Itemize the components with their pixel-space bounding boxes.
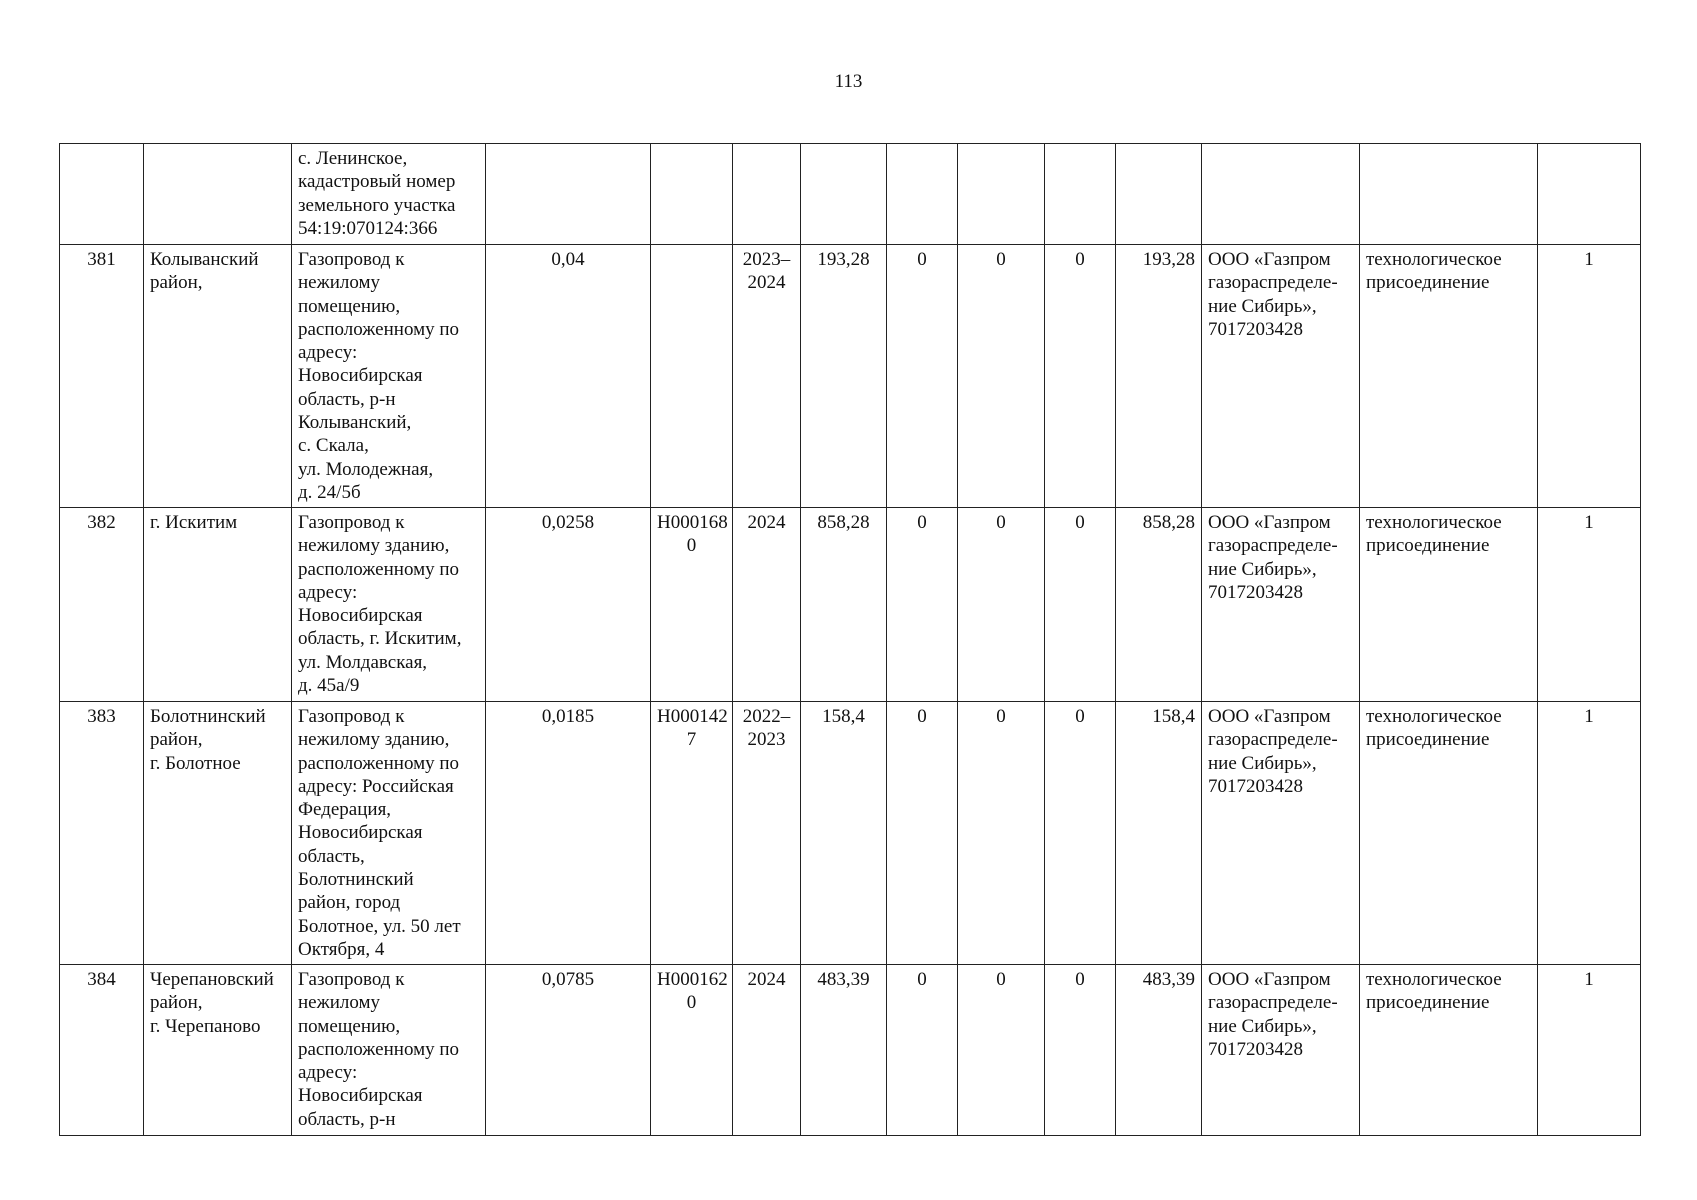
value-cell-b xyxy=(958,144,1045,245)
value-cell-b: 0 xyxy=(958,702,1045,965)
count-cell: 1 xyxy=(1538,245,1641,508)
table-row xyxy=(60,144,1641,245)
value-cell-c xyxy=(1045,144,1116,245)
row-number-cell: 382 xyxy=(60,508,144,702)
purpose-cell: технологическое присоединение xyxy=(1360,965,1538,1136)
value-cell-d: 858,28 xyxy=(1116,508,1202,702)
organization-cell: ООО «Газпром газораспределе- ние Сибирь», 7017203428 xyxy=(1202,245,1360,508)
organization-cell: ООО «Газпром газораспределе- ние Сибирь», 7017203428 xyxy=(1202,965,1360,1136)
length-cell: 0,04 xyxy=(486,245,651,508)
count-cell xyxy=(1538,144,1641,245)
object-description-cell: Газопровод к нежилому зданию, расположенному по адресу: Российская Федерация, Новосибирская область, Болотнинский район, город Болотное, ул. 50 лет Октября, 4 xyxy=(292,702,486,965)
district-cell: Колыванский район, xyxy=(144,245,292,508)
total-cost-cell: 193,28 xyxy=(801,245,887,508)
purpose-cell: технологическое присоединение xyxy=(1360,702,1538,965)
district-cell: Черепановский район, г. Черепаново xyxy=(144,965,292,1136)
years-cell: 2022– 2023 xyxy=(733,702,801,965)
length-cell: 0,0258 xyxy=(486,508,651,702)
row-number-cell: 381 xyxy=(60,245,144,508)
table-row xyxy=(60,508,1641,702)
count-cell: 1 xyxy=(1538,965,1641,1136)
value-cell-c: 0 xyxy=(1045,508,1116,702)
total-cost-cell: 483,39 xyxy=(801,965,887,1136)
value-cell-b: 0 xyxy=(958,965,1045,1136)
table-row xyxy=(60,965,1641,1136)
total-cost-cell: 858,28 xyxy=(801,508,887,702)
organization-cell: ООО «Газпром газораспределе- ние Сибирь», 7017203428 xyxy=(1202,702,1360,965)
value-cell-a xyxy=(887,144,958,245)
value-cell-b: 0 xyxy=(958,245,1045,508)
object-description-cell: Газопровод к нежилому зданию, расположенному по адресу: Новосибирская область, г. Искитим, ул. Молдавская, д. 45а/9 xyxy=(292,508,486,702)
table-row xyxy=(60,702,1641,965)
project-code-cell: Н000168 0 xyxy=(651,508,733,702)
years-cell: 2024 xyxy=(733,508,801,702)
value-cell-b: 0 xyxy=(958,508,1045,702)
value-cell-c: 0 xyxy=(1045,702,1116,965)
years-cell: 2023– 2024 xyxy=(733,245,801,508)
total-cost-cell: 158,4 xyxy=(801,702,887,965)
value-cell-a: 0 xyxy=(887,245,958,508)
years-cell xyxy=(733,144,801,245)
value-cell-a: 0 xyxy=(887,702,958,965)
purpose-cell xyxy=(1360,144,1538,245)
value-cell-a: 0 xyxy=(887,965,958,1136)
project-code-cell xyxy=(651,245,733,508)
purpose-cell: технологическое присоединение xyxy=(1360,508,1538,702)
page-number: 113 xyxy=(834,71,863,92)
project-code-cell: Н000142 7 xyxy=(651,702,733,965)
value-cell-d: 158,4 xyxy=(1116,702,1202,965)
count-cell: 1 xyxy=(1538,508,1641,702)
table-row xyxy=(60,245,1641,508)
value-cell-c: 0 xyxy=(1045,245,1116,508)
district-cell: Болотнинский район, г. Болотное xyxy=(144,702,292,965)
row-number-cell: 384 xyxy=(60,965,144,1136)
length-cell xyxy=(486,144,651,245)
investment-table xyxy=(59,143,1641,1136)
value-cell-d xyxy=(1116,144,1202,245)
row-number-cell: 383 xyxy=(60,702,144,965)
value-cell-a: 0 xyxy=(887,508,958,702)
years-cell: 2024 xyxy=(733,965,801,1136)
value-cell-d: 193,28 xyxy=(1116,245,1202,508)
value-cell-c: 0 xyxy=(1045,965,1116,1136)
district-cell: г. Искитим xyxy=(144,508,292,702)
project-code-cell: Н000162 0 xyxy=(651,965,733,1136)
object-description-cell: Газопровод к нежилому помещению, расположенному по адресу: Новосибирская область, р-н xyxy=(292,965,486,1136)
organization-cell xyxy=(1202,144,1360,245)
organization-cell: ООО «Газпром газораспределе- ние Сибирь», 7017203428 xyxy=(1202,508,1360,702)
value-cell-d: 483,39 xyxy=(1116,965,1202,1136)
row-number-cell xyxy=(60,144,144,245)
length-cell: 0,0185 xyxy=(486,702,651,965)
object-description-cell: Газопровод к нежилому помещению, расположенному по адресу: Новосибирская область, р-н Колыванский, с. Скала, ул. Молодежная, д. 24/5б xyxy=(292,245,486,508)
purpose-cell: технологическое присоединение xyxy=(1360,245,1538,508)
district-cell xyxy=(144,144,292,245)
count-cell: 1 xyxy=(1538,702,1641,965)
object-description-cell: с. Ленинское, кадастровый номер земельного участка 54:19:070124:366 xyxy=(292,144,486,245)
length-cell: 0,0785 xyxy=(486,965,651,1136)
total-cost-cell xyxy=(801,144,887,245)
project-code-cell xyxy=(651,144,733,245)
